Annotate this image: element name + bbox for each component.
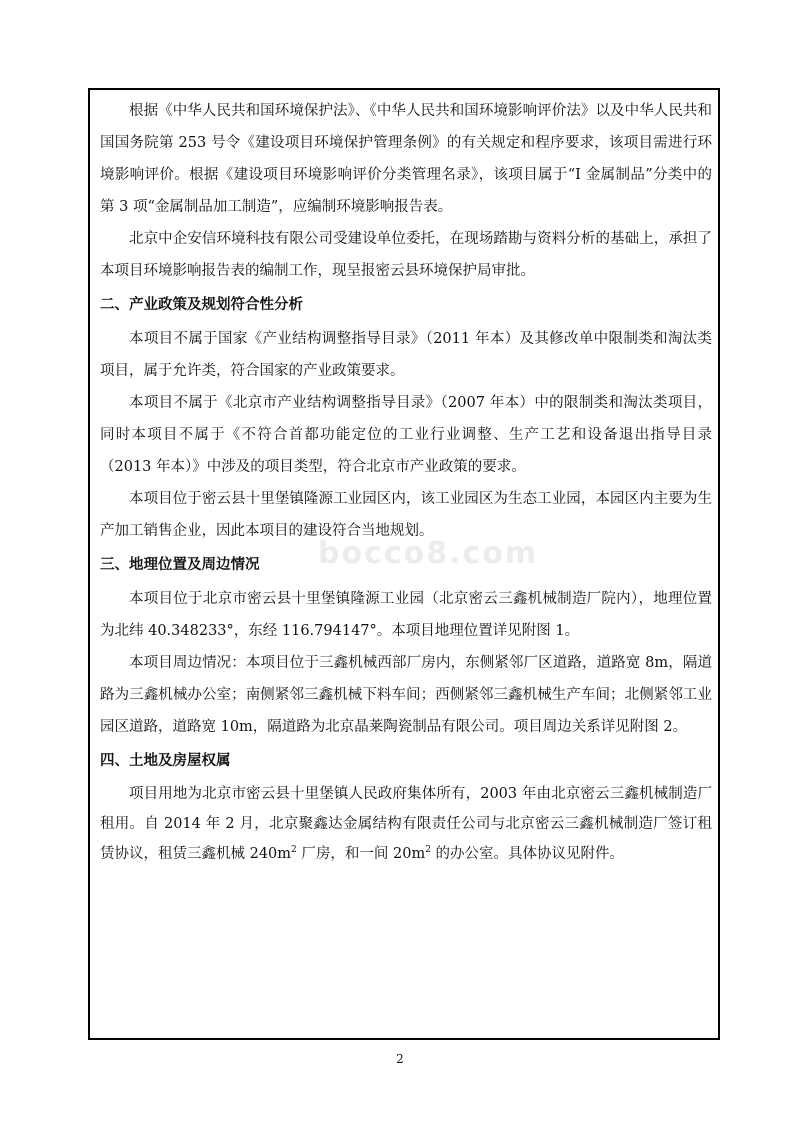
section-2-paragraph-3: 本项目位于密云县十里堡镇隆源工业园区内，该工业园区为生态工业园，本园区内主要为生产加工销售企业，因此本项目的建设符合当地规划。 xyxy=(100,491,712,539)
document-body xyxy=(100,95,712,869)
section-4-text-c: 的办公室。具体协议见附件。 xyxy=(430,846,625,862)
section-2-heading: 二、产业政策及规划符合性分析 xyxy=(100,297,303,313)
intro-paragraph-1: 根据《中华人民共和国环境保护法》、《中华人民共和国环境影响评价法》以及中华人民共和国国务院第 253 号令《建设项目环境保护管理条例》的有关规定和程序要求，该项目需进行环境影响评价。根据《建设项目环境影响评价分类管理名录》，该项目属于“I 金属制品”分类中的第 3 项“金属制品加工制造”，应编制环境影响报告表。 xyxy=(100,103,712,215)
section-2-paragraph-1: 本项目不属于国家《产业结构调整指导目录》（2011 年本）及其修改单中限制类和淘汰类项目，属于允许类，符合国家的产业政策要求。 xyxy=(100,331,712,379)
section-3-paragraph-1: 本项目位于北京市密云县十里堡镇隆源工业园（北京密云三鑫机械制造厂院内），地理位置为北纬 40.348233°，东经 116.794147°。本项目地理位置详见附图 1。 xyxy=(100,591,712,639)
section-4-paragraph-1 xyxy=(100,779,712,869)
section-2-paragraph-2: 本项目不属于《北京市产业结构调整指导目录》（2007 年本）中的限制类和淘汰类项目，同时本项目不属于《不符合首都功能定位的工业行业调整、生产工艺和设备退出指导目录（2013 年本）》中涉及的项目类型，符合北京市产业政策的要求。 xyxy=(100,395,712,475)
section-4-text-b: 厂房，和一间 20m xyxy=(296,846,426,862)
superscript-2: 2 xyxy=(291,845,297,855)
page-number: 2 xyxy=(396,1052,404,1066)
superscript-2: 2 xyxy=(425,845,431,855)
watermark: bocco8.com xyxy=(318,536,539,571)
section-4-heading: 四、土地及房屋权属 xyxy=(100,753,231,769)
section-3-heading: 三、地理位置及周边情况 xyxy=(100,557,260,573)
section-3-paragraph-2: 本项目周边情况：本项目位于三鑫机械西部厂房内，东侧紧邻厂区道路，道路宽 8m，隔道路为三鑫机械办公室；南侧紧邻三鑫机械下料车间；西侧紧邻三鑫机械生产车间；北侧紧邻工业园区道路，道路宽 10m，隔道路为北京晶莱陶瓷制品有限公司。项目周边关系详见附图 2。 xyxy=(100,655,712,735)
section-4-text-a: 项目用地为北京市密云县十里堡镇人民政府集体所有，2003 年由北京密云三鑫机械制造厂租用。自 2014 年 2 月，北京聚鑫达金属结构有限责任公司与北京密云三鑫机械制造厂签订租赁协议，租赁三鑫机械 240m xyxy=(100,786,712,862)
intro-paragraph-2: 北京中企安信环境科技有限公司受建设单位委托，在现场踏勘与资料分析的基础上，承担了本项目环境影响报告表的编制工作，现呈报密云县环境保护局审批。 xyxy=(100,231,712,279)
